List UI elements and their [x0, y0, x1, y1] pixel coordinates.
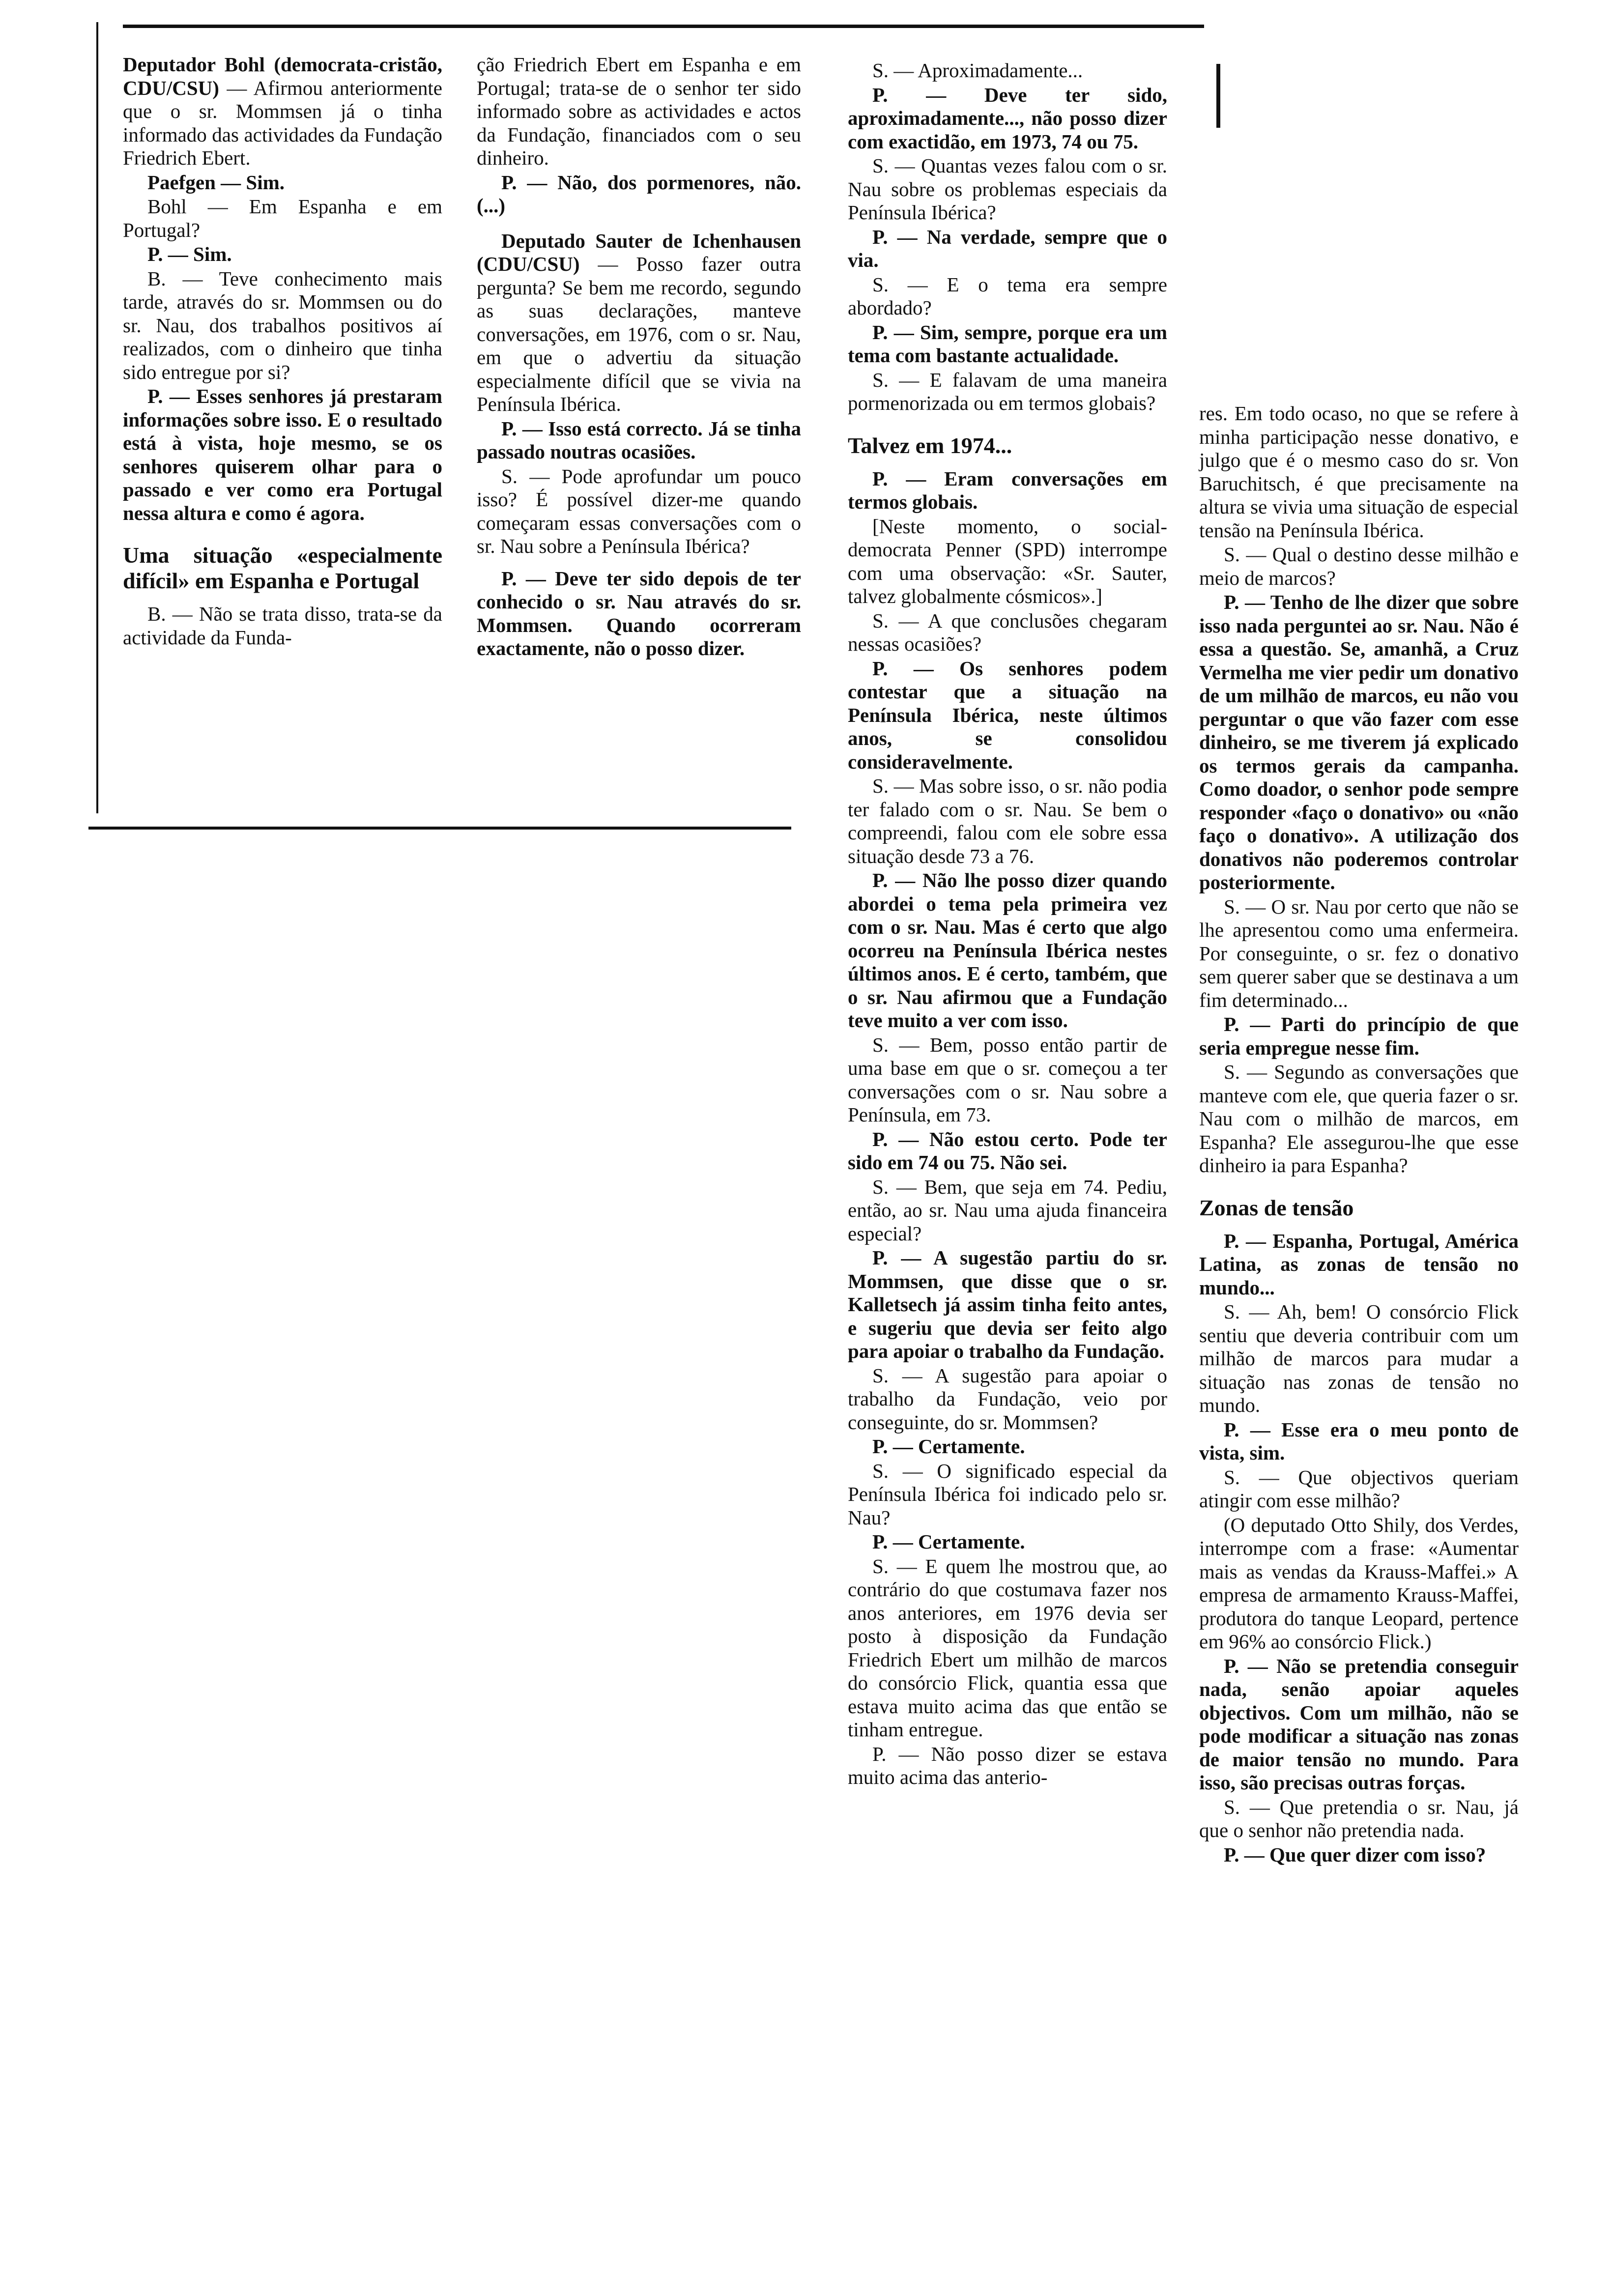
paragraph: P. — Que quer dizer com isso?	[1224, 1843, 1486, 1866]
column-4	[1199, 402, 1519, 1867]
paragraph: S. — A que conclusões chegaram nessas ocasiões?	[848, 609, 1167, 655]
paragraph: S. — Que pretendia o sr. Nau, já que o senhor não pretendia nada.	[1199, 1795, 1519, 1841]
paragraph: P. — Não lhe posso dizer quando abordei o tema pela primeira vez com o sr. Nau. Mas é certo que algo ocorreu na Península Ibérica nestes últimos anos. E é certo, também, que o sr. Nau afirmou que a Fundação teve muito a ver com isso.	[848, 869, 1167, 1032]
bottom-rule	[88, 827, 791, 830]
paragraph: S. — Bem, que seja em 74. Pediu, então, ao sr. Nau uma ajuda financeira especial?	[848, 1175, 1167, 1245]
paragraph: P. — Parti do princípio de que seria empregue nesse fim.	[1199, 1013, 1519, 1059]
paragraph: res. Em todo ocaso, no que se refere à minha participação nesse donativo, e julgo que é o mesmo caso do sr. Von Baruchitsch, é que precisamente na altura se vivia uma situação de especial tensão na Península Ibérica.	[1199, 402, 1519, 542]
paragraph: P. — Deve ter sido, aproximadamente..., não posso dizer com exactidão, em 1973, 74 ou 75.	[848, 83, 1167, 153]
paragraph: P. — Sim, sempre, porque era um tema com bastante actualidade.	[848, 320, 1167, 367]
paragraph: P. — Certamente.	[872, 1435, 1025, 1458]
column-2	[477, 53, 801, 661]
paragraph: P. — Não posso dizer se estava muito acima das anterio-	[848, 1742, 1167, 1788]
paragraph: Bohl — Em Espanha e em Portugal?	[123, 195, 442, 241]
paragraph: S. — Que objectivos queriam atingir com esse milhão?	[1199, 1465, 1519, 1512]
top-rule	[123, 25, 1204, 28]
column-1	[123, 53, 442, 650]
paragraph: P. — Esses senhores já prestaram informações sobre isso. E o resultado está à vista, hoje mesmo, se os senhores quiserem olhar para o passado e ver como era Portugal nessa altura e como é agora.	[123, 385, 442, 524]
paragraph: P. — Na verdade, sempre que o via.	[848, 225, 1167, 271]
paragraph: Paefgen — Sim.	[147, 171, 285, 194]
paragraph: P. — Tenho de lhe dizer que sobre isso nada perguntei ao sr. Nau. Não é essa a questão. Se, amanhã, a Cruz Vermelha me vier pedir um donativo de um milhão de marcos, eu não vou perguntar o que vão fazer com esse dinheiro, se me tiverem já explicado os termos gerais da campanha. Como doador, o senhor pode sempre responder «faço o donativo» ou «não faço o donativo». A utilização dos donativos não poderemos controlar posteriormente.	[1199, 591, 1519, 893]
paragraph: (O deputado Otto Shily, dos Verdes, interrompe com a frase: «Aumentar mais as vendas da Krauss-Maffei.» A empresa de armamento Krauss-Maffei, produtora do tanque Leopard, pertence em 96% ao consórcio Flick.)	[1199, 1513, 1519, 1653]
paragraph: P. — Os senhores podem contestar que a situação na Península Ibérica, neste últimos anos, se consolidou consideravelmente.	[848, 657, 1167, 773]
paragraph: S. — E quem lhe mostrou que, ao contrário do que costumava fazer nos anos anteriores, em 1976 devia ser posto à disposição da Fundação Friedrich Ebert um milhão de marcos do consórcio Flick, quantia essa que estava muito acima das que então se tinham entregue.	[848, 1554, 1167, 1741]
paragraph: Deputado Sauter de Ichenhausen (CDU/CSU) — Posso fazer outra pergunta? Se bem me recordo, segundo as suas declarações, manteve conversações, em 1976, com o sr. Nau, em que o advertiu da situação especialmente difícil que se vivia na Península Ibérica.	[477, 229, 801, 415]
paragraph: P. — Certamente.	[872, 1530, 1025, 1553]
paragraph: P. — Espanha, Portugal, América Latina, as zonas de tensão no mundo...	[1199, 1229, 1519, 1299]
paragraph: B. — Teve conhecimento mais tarde, através do sr. Mommsen ou do sr. Nau, dos trabalhos positivos aí realizados, com o dinheiro que tinha sido entregue por si?	[123, 267, 442, 383]
paragraph: P. — Deve ter sido depois de ter conhecido o sr. Nau através do sr. Mommsen. Quando ocorreram exactamente, não o posso dizer.	[477, 567, 801, 660]
right-margin-mark	[1216, 64, 1220, 128]
paragraph: P. — Sim.	[147, 243, 232, 265]
paragraph: S. — E o tema era sempre abordado?	[848, 273, 1167, 319]
paragraph: P. — Não, dos pormenores, não. (...)	[477, 171, 801, 217]
paragraph: S. — Quantas vezes falou com o sr. Nau sobre os problemas especiais da Península Ibérica?	[848, 154, 1167, 224]
paragraph: S. — E falavam de uma maneira pormenorizada ou em termos globais?	[848, 368, 1167, 414]
paragraph: Deputador Bohl (democrata-cristão, CDU/CSU) — Afirmou anteriormente que o sr. Mommsen já o tinha informado das actividades da Fundação Friedrich Ebert.	[123, 53, 442, 169]
left-margin-line	[96, 22, 98, 813]
paragraph: S. — Mas sobre isso, o sr. não podia ter falado com o sr. Nau. Se bem o compreendi, falou com ele sobre essa situação desde 73 a 76.	[848, 775, 1167, 867]
paragraph: S. — A sugestão para apoiar o trabalho da Fundação, veio por conseguinte, do sr. Mommsen?	[848, 1364, 1167, 1434]
paragraph: P. — Isso está correcto. Já se tinha passado noutras ocasiões.	[477, 417, 801, 463]
paragraph: S. — Qual o destino desse milhão e meio de marcos?	[1199, 543, 1519, 589]
paragraph: B. — Não se trata disso, trata-se da actividade da Funda-	[123, 603, 442, 649]
paragraph: P. — A sugestão partiu do sr. Mommsen, que disse que o sr. Kalletsech já assim tinha feito antes, e sugeriu que devia ser feito algo para apoiar o trabalho da Fundação.	[848, 1246, 1167, 1362]
section-heading: Uma situação «especialmente difícil» em Espanha e Portugal	[123, 543, 442, 593]
paragraph: S. — Bem, posso então partir de uma base em que o sr. começou a ter conversações com o sr. Nau sobre a Península, em 73.	[848, 1033, 1167, 1126]
paragraph: P. — Não se pretendia conseguir nada, senão apoiar aqueles objectivos. Com um milhão, não se pode modificar a situação nas zonas de maior tensão no mundo. Para isso, são precisas outras forças.	[1199, 1654, 1519, 1794]
column-3	[848, 59, 1167, 1790]
paragraph: S. — Pode aprofundar um pouco isso? É possível dizer-me quando começaram essas conversações com o sr. Nau sobre a Península Ibérica?	[477, 464, 801, 557]
paragraph: S. — Ah, bem! O consórcio Flick sentiu que deveria contribuir com um milhão de marcos para mudar a situação nas zonas de tensão no mundo.	[1199, 1300, 1519, 1416]
paragraph: P. — Não estou certo. Pode ter sido em 74 ou 75. Não sei.	[848, 1127, 1167, 1174]
section-heading: Zonas de tensão	[1199, 1195, 1354, 1220]
paragraph: S. — Segundo as conversações que manteve com ele, que queria fazer o sr. Nau com o milhão de marcos, em Espanha? Ele assegurou-lhe que esse dinheiro ia para Espanha?	[1199, 1061, 1519, 1177]
paragraph: S. — O sr. Nau por certo que não se lhe apresentou como uma enfermeira. Por conseguinte, o sr. fez o donativo sem querer saber que se destinava a um fim determinado...	[1199, 895, 1519, 1011]
paragraph: [Neste momento, o social-democrata Penner (SPD) interrompe com uma observação: «Sr. Sauter, talvez globalmente cósmicos».]	[848, 515, 1167, 607]
paragraph: P. — Esse era o meu ponto de vista, sim.	[1199, 1418, 1519, 1464]
paragraph: P. — Eram conversações em termos globais.	[848, 467, 1167, 513]
paragraph: ção Friedrich Ebert em Espanha e em Portugal; trata-se de o senhor ter sido informado sobre as actividades e actos da Fundação, financiados com o seu dinheiro.	[477, 53, 801, 169]
section-heading: Talvez em 1974...	[848, 432, 1012, 458]
paragraph: S. — O significado especial da Península Ibérica foi indicado pelo sr. Nau?	[848, 1459, 1167, 1529]
paragraph: S. — Aproximadamente...	[872, 59, 1083, 82]
